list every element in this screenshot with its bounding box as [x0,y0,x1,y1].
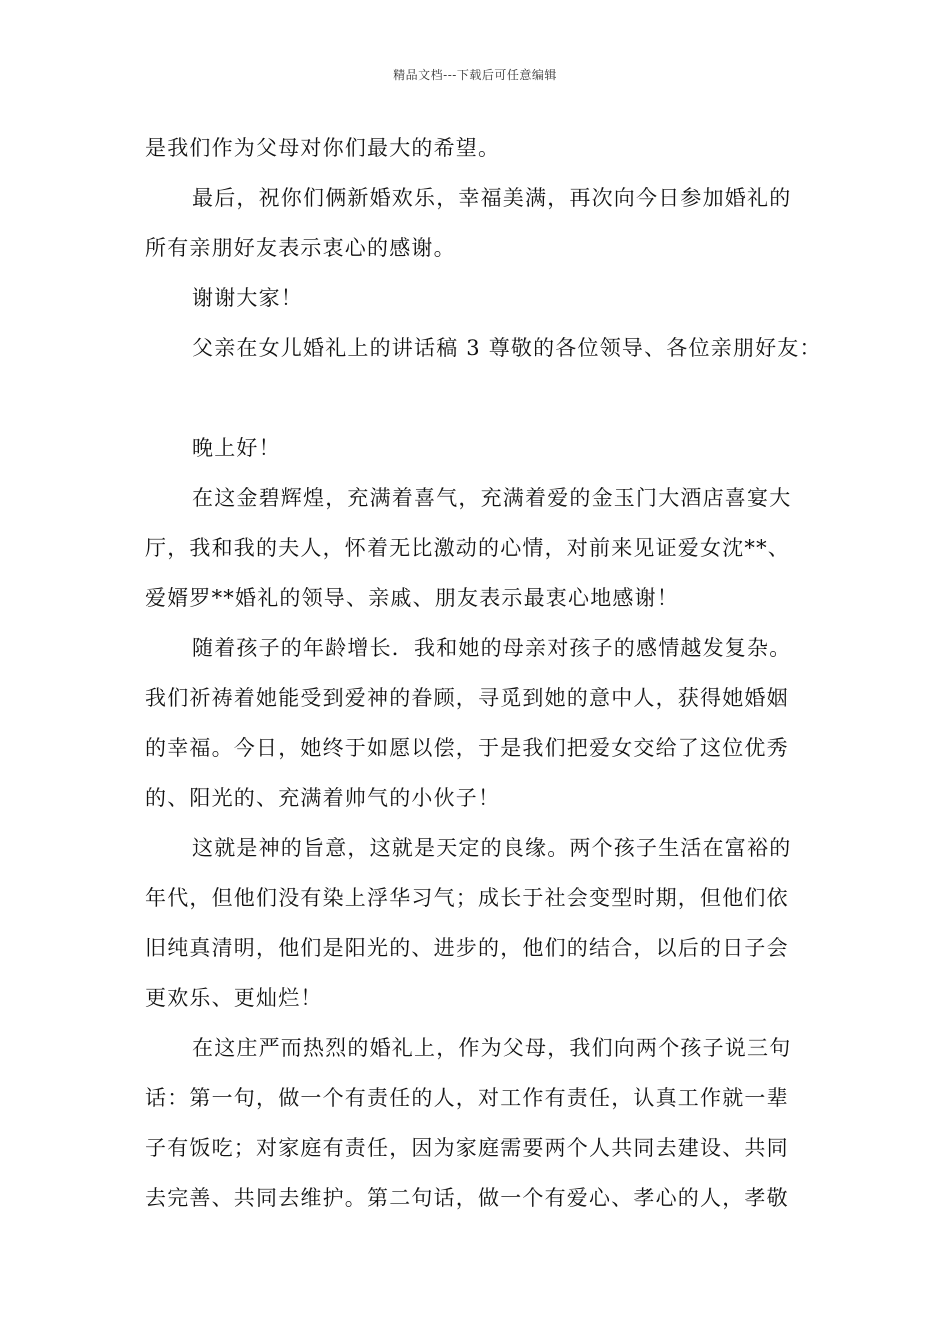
text-line: 去完善、共同去维护。第二句话，做一个有爱心、孝心的人，孝敬 [145,1186,789,1210]
text-line: 是我们作为父母对你们最大的希望。 [145,136,501,160]
text-line: 随着孩子的年龄增长．我和她的母亲对孩子的感情越发复杂。 [192,636,792,660]
text-line: 的、阳光的、充满着帅气的小伙子！ [145,786,501,810]
text-line: 谢谢大家！ [192,286,303,310]
text-line: 父亲在女儿婚礼上的讲话稿 3 尊敬的各位领导、各位亲朋好友： [192,336,822,360]
page-header: 精品文档---下载后可任意编辑 [393,68,557,82]
text-line: 最后，祝你们俩新婚欢乐，幸福美满，再次向今日参加婚礼的 [192,186,792,210]
text-line: 更欢乐、更灿烂！ [145,986,323,1010]
text-line: 在这金碧辉煌，充满着喜气，充满着爱的金玉门大酒店喜宴大 [192,486,792,510]
text-line: 我们祈祷着她能受到爱神的眷顾，寻觅到她的意中人，获得她婚姻 [145,686,789,710]
text-line: 厅，我和我的夫人，怀着无比激动的心情，对前来见证爱女沈**、 [145,536,790,560]
text-line: 所有亲朋好友表示衷心的感谢。 [145,236,456,260]
text-line: 在这庄严而热烈的婚礼上，作为父母，我们向两个孩子说三句 [192,1036,792,1060]
text-line: 爱婿罗**婚礼的领导、亲戚、朋友表示最衷心地感谢！ [145,586,679,610]
text-line: 这就是神的旨意，这就是天定的良缘。两个孩子生活在富裕的 [192,836,792,860]
text-line: 旧纯真清明，他们是阳光的、进步的，他们的结合，以后的日子会 [145,936,789,960]
text-line: 的幸福。今日，她终于如愿以偿，于是我们把爱女交给了这位优秀 [145,736,789,760]
text-line: 晚上好！ [192,436,281,460]
text-line: 话：第一句，做一个有责任的人，对工作有责任，认真工作就一辈 [145,1086,789,1110]
text-line: 子有饭吃；对家庭有责任，因为家庭需要两个人共同去建设、共同 [145,1136,789,1160]
text-line: 年代，但他们没有染上浮华习气；成长于社会变型时期，但他们依 [145,886,789,910]
